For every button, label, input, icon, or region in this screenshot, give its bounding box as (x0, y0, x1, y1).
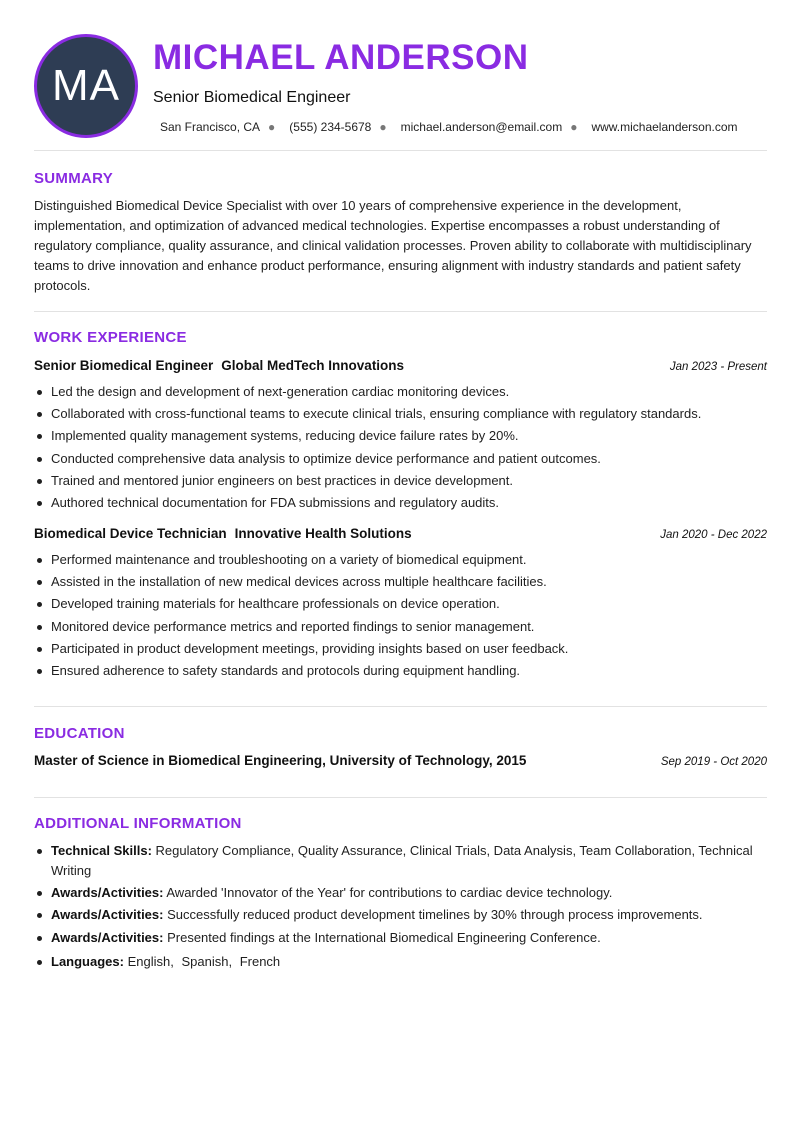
candidate-title: Senior Biomedical Engineer (153, 89, 351, 106)
job-role: Senior Biomedical Engineer (34, 358, 214, 373)
list-item: Performed maintenance and troubleshooting on a variety of biomedical equipment. (34, 550, 767, 570)
job-title-company (34, 358, 404, 373)
list-item: Collaborated with cross-functional teams to execute clinical trials, ensuring compliance with regulatory standards. (34, 404, 767, 424)
language: Spanish, (181, 953, 233, 969)
summary-heading: SUMMARY (34, 170, 114, 187)
list-item: Trained and mentored junior engineers on best practices in device development. (34, 471, 767, 491)
contact-website[interactable]: www.michaelanderson.com (591, 120, 738, 134)
job-bullets (34, 550, 767, 683)
education-entry (34, 753, 767, 768)
item-text: Awarded 'Innovator of the Year' for contributions to cardiac device technology. (166, 885, 613, 901)
list-item (34, 928, 767, 948)
divider (34, 706, 767, 707)
separator-dot-icon: ● (570, 120, 578, 134)
list-item: Assisted in the installation of new medical devices across multiple healthcare facilities. (34, 572, 767, 592)
job-title-company (34, 526, 412, 541)
contact-bar (160, 120, 738, 134)
additional-info-heading: ADDITIONAL INFORMATION (34, 815, 242, 832)
list-item: Developed training materials for healthcare professionals on device operation. (34, 594, 767, 614)
contact-phone: (555) 234-5678 (289, 120, 372, 134)
divider (34, 311, 767, 312)
item-text: Presented findings at the International Biomedical Engineering Conference. (167, 929, 601, 945)
list-item-languages (34, 952, 767, 972)
list-item (34, 841, 767, 881)
list-item: Ensured adherence to safety standards and protocols during equipment handling. (34, 661, 767, 681)
language: French (239, 953, 281, 969)
additional-info-list (34, 841, 767, 974)
work-experience-heading: WORK EXPERIENCE (34, 329, 187, 346)
list-item: Conducted comprehensive data analysis to optimize device performance and patient outcomes. (34, 449, 767, 469)
item-text: Successfully reduced product development timelines by 30% through process improvements. (167, 907, 703, 923)
job-header (34, 526, 767, 541)
item-text: Regulatory Compliance, Quality Assurance, Clinical Trials, Data Analysis, Team Collaboration, Technical Writing (51, 843, 753, 878)
item-label: Awards/Activities: (51, 907, 164, 923)
education-degree: Master of Science in Biomedical Engineering, University of Technology, 2015 (34, 753, 527, 768)
summary-text: Distinguished Biomedical Device Specialist with over 10 years of comprehensive experience in the development, implementation, and optimization of advanced medical technologies. Expertise encompasses a robust understanding of regulatory compliance, quality assurance, and clinical validation processes. Proven ability to collaborate with multidisciplinary teams to drive innovation and enhance product performance, ensuring alignment with industry standards and patient safety protocols. (34, 198, 752, 293)
list-item (34, 883, 767, 903)
job-dates: Jan 2023 - Present (669, 361, 767, 373)
list-item: Monitored device performance metrics and reported findings to senior management. (34, 617, 767, 637)
job-dates: Jan 2020 - Dec 2022 (660, 529, 767, 541)
job-company: Innovative Health Solutions (234, 526, 412, 541)
job-company: Global MedTech Innovations (221, 358, 405, 373)
candidate-name: MICHAEL ANDERSON (153, 38, 529, 77)
item-label: Languages: (51, 953, 124, 969)
job-bullets (34, 382, 767, 515)
list-item (34, 905, 767, 925)
item-label: Technical Skills: (51, 843, 152, 858)
language: English, (127, 953, 174, 969)
list-item: Authored technical documentation for FDA submissions and regulatory audits. (34, 493, 767, 513)
avatar-initials: MA (52, 61, 120, 110)
list-item: Implemented quality management systems, reducing device failure rates by 20%. (34, 426, 767, 446)
job-role: Biomedical Device Technician (34, 526, 227, 541)
list-item: Participated in product development meetings, providing insights based on user feedback. (34, 639, 767, 659)
contact-email[interactable]: michael.anderson@email.com (400, 120, 563, 134)
separator-dot-icon: ● (268, 120, 276, 134)
contact-location: San Francisco, CA (160, 120, 261, 134)
education-dates: Sep 2019 - Oct 2020 (660, 756, 767, 768)
list-item: Led the design and development of next-generation cardiac monitoring devices. (34, 382, 767, 402)
separator-dot-icon: ● (379, 120, 387, 134)
divider (34, 797, 767, 798)
item-label: Awards/Activities: (51, 929, 164, 945)
item-label: Awards/Activities: (51, 885, 164, 901)
divider (34, 150, 767, 151)
education-heading: EDUCATION (34, 725, 125, 742)
avatar (34, 34, 138, 138)
job-header (34, 358, 767, 373)
